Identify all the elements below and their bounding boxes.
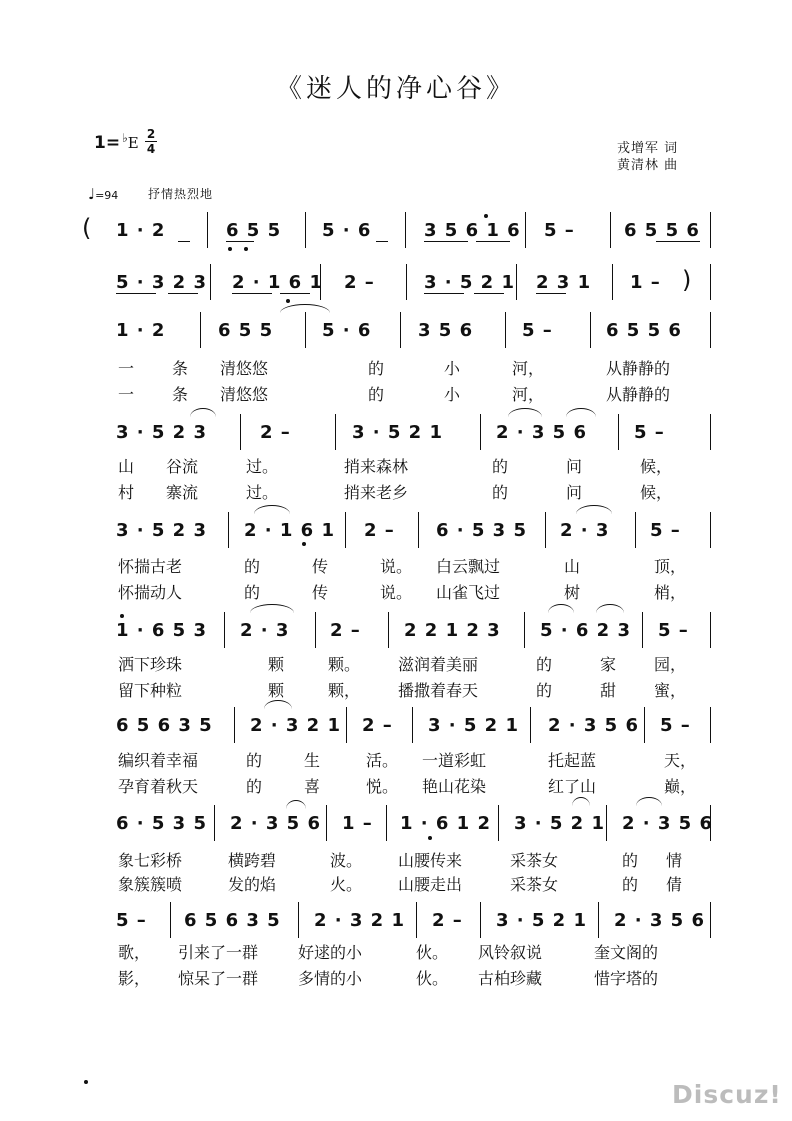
beam-underline [656,241,700,242]
barline [228,512,229,548]
measure: 5 · 6 [322,220,372,241]
measure: 2 · 1 6 1 [232,272,324,293]
measure: 3 · 5 2 1 [428,715,520,736]
low-octave-dot [228,247,232,251]
beam-underline [168,293,198,294]
beam-underline [376,241,388,242]
barline [644,707,645,743]
measure: 2 · 3 2 1 [250,715,342,736]
measure: 2 – [364,520,395,541]
slur [636,797,662,806]
song-title: 《迷人的净心谷》 [275,74,516,104]
lyrics-verse-2: 村 寨流 过。 捎来老乡 的 问 候， [118,483,673,502]
page-marker-dot [84,1080,88,1084]
slur [566,408,596,417]
lyrics-verse-2: 影， 惊呆了一群 多情的小 伙。 古柏珍藏 惜字塔的 [118,969,659,988]
barline [240,414,241,450]
barline [710,805,711,841]
measure: 2 · 3 5 6 [496,422,588,443]
barline [524,612,525,648]
measure: 2 · 3 5 6 [614,910,706,931]
barline [610,212,611,248]
lyrics-verse-1: 一 条 清悠悠 的 小 河， 从静静的 [118,359,671,378]
measure: 2 2 1 2 3 [404,620,501,641]
measure: 5 · 3 2 3 [116,272,208,293]
measure: 2 · 3 [560,520,610,541]
measure: 6 5 5 [226,220,282,241]
lyrics-verse-1: 山 谷流 过。 捎来森林 的 问 候， [118,457,673,476]
slur [254,505,290,514]
intro-open-bracket: ( [82,214,92,242]
measure: 5 – [650,520,681,541]
slur [508,408,542,417]
key-signature: 1= ♭E [94,131,139,153]
measure: 2 · 3 5 6 [548,715,640,736]
barline [224,612,225,648]
barline [710,902,711,938]
measure: 5 – [658,620,689,641]
barline [710,707,711,743]
slur [572,797,590,806]
measure: 2 – [344,272,375,293]
beam-underline [226,241,254,242]
barline [320,264,321,300]
barline [545,512,546,548]
barline [400,312,401,348]
barline [505,312,506,348]
barline [416,902,417,938]
watermark: Discuz! [672,1080,782,1109]
measure: 3 5 6 1 6 [424,220,521,241]
barline [315,612,316,648]
expression-marking: 抒情热烈地 [148,187,214,201]
measure: 5 · 6 2 3 [540,620,632,641]
lyrics-verse-2: 一 条 清悠悠 的 小 河， 从静静的 [118,385,671,404]
barline [612,264,613,300]
barline [710,312,711,348]
measure: 3 · 5 2 1 [352,422,444,443]
slur [250,604,294,613]
measure: 2 · 3 5 6 [230,813,322,834]
measure: 2 – [362,715,393,736]
measure: 6 5 6 3 5 [184,910,281,931]
lyrics-verse-1: 怀揣古老 的 传 说。 白云飘过 山 顶， [118,557,687,576]
barline [590,312,591,348]
lyrics-verse-1: 象七彩桥 横跨碧 波。 山腰传来 采茶女 的 情 [118,851,683,870]
barline [346,707,347,743]
measure: 3 · 5 2 3 [116,520,208,541]
slur [548,604,574,613]
barline [210,264,211,300]
slur [596,604,624,613]
lyrics-verse-2: 孕育着秋天 的 喜 悦。 艳山花染 红了山 巅， [118,777,697,796]
composer-credit: 黄清林 曲 [617,158,679,173]
measure: 1 · 6 5 3 [116,620,208,641]
barline [516,264,517,300]
measure: 6 5 5 6 [606,320,682,341]
measure: 3 · 5 2 1 [424,272,516,293]
time-signature: 2 4 [146,127,156,156]
barline [386,805,387,841]
measure: 2 – [432,910,463,931]
beam-underline [178,241,190,242]
barline [598,902,599,938]
barline [498,805,499,841]
measure: 6 5 6 3 5 [116,715,213,736]
measure: 5 – [634,422,665,443]
intro-close-bracket: ) [682,266,692,294]
measure: 3 5 6 [418,320,474,341]
barline [234,707,235,743]
measure: 2 – [260,422,291,443]
high-octave-dot [484,214,488,218]
low-octave-dot [302,542,306,546]
barline [606,805,607,841]
beam-underline [280,293,310,294]
slur [280,304,330,313]
barline [480,902,481,938]
measure: 1 – [342,813,373,834]
measure: 2 · 3 5 6 [622,813,714,834]
lyricist-credit: 戎增军 词 [617,141,679,156]
beam-underline [116,293,156,294]
measure: 5 – [660,715,691,736]
barline [635,512,636,548]
tempo-marking: ♩=94 [88,185,119,203]
beam-underline [424,293,464,294]
measure: 6 · 5 3 5 [436,520,528,541]
measure: 2 · 1 6 1 [244,520,336,541]
beam-underline [424,241,468,242]
slur [286,800,306,809]
beam-underline [536,293,566,294]
barline [480,414,481,450]
measure: 1 · 2 [116,220,166,241]
barline [710,612,711,648]
beam-underline [232,293,272,294]
lyrics-verse-1: 歌， 引来了一群 好逑的小 伙。 风铃叙说 奎文阁的 [118,943,659,962]
barline [710,264,711,300]
barline [412,707,413,743]
measure: 2 3 1 [536,272,592,293]
high-octave-dot [120,614,124,618]
barline [710,512,711,548]
measure: 6 · 5 3 5 [116,813,208,834]
low-octave-dot [286,299,290,303]
measure: 3 · 5 2 1 [514,813,606,834]
lyrics-verse-1: 洒下珍珠 颗 颗。 滋润着美丽 的 家 园， [118,655,687,674]
low-octave-dot [244,247,248,251]
barline [525,212,526,248]
lyrics-verse-1: 编织着幸福 的 生 活。 一道彩虹 托起蓝 天， [118,751,697,770]
barline [345,512,346,548]
barline [207,212,208,248]
barline [305,212,306,248]
barline [388,612,389,648]
measure: 5 – [522,320,553,341]
barline [200,312,201,348]
slur [264,700,292,709]
measure: 6 5 5 [218,320,274,341]
low-octave-dot [428,836,432,840]
barline [405,212,406,248]
barline [530,707,531,743]
measure: 5 – [544,220,575,241]
barline [214,805,215,841]
measure: 2 · 3 2 1 [314,910,406,931]
measure: 1 – [630,272,661,293]
barline [618,414,619,450]
beam-underline [474,293,504,294]
barline [170,902,171,938]
barline [326,805,327,841]
slur [576,505,612,514]
measure: 1 · 6 1 2 [400,813,492,834]
beam-underline [476,241,510,242]
barline [406,264,407,300]
lyrics-verse-2: 留下种粒 颗 颗， 播撒着春天 的 甜 蜜， [118,681,687,700]
barline [418,512,419,548]
barline [305,312,306,348]
barline [642,612,643,648]
measure: 5 – [116,910,147,931]
measure: 1 · 2 [116,320,166,341]
barline [710,414,711,450]
barline [335,414,336,450]
measure: 2 · 3 [240,620,290,641]
lyrics-verse-2: 怀揣动人 的 传 说。 山雀飞过 树 梢， [118,583,687,602]
measure: 5 · 6 [322,320,372,341]
measure: 2 – [330,620,361,641]
measure: 3 · 5 2 3 [116,422,208,443]
slur [190,408,216,417]
measure: 3 · 5 2 1 [496,910,588,931]
lyrics-verse-2: 象簇簇喷 发的焰 火。 山腰走出 采茶女 的 倩 [118,875,683,894]
barline [298,902,299,938]
measure: 6 5 5 6 [624,220,700,241]
barline [710,212,711,248]
